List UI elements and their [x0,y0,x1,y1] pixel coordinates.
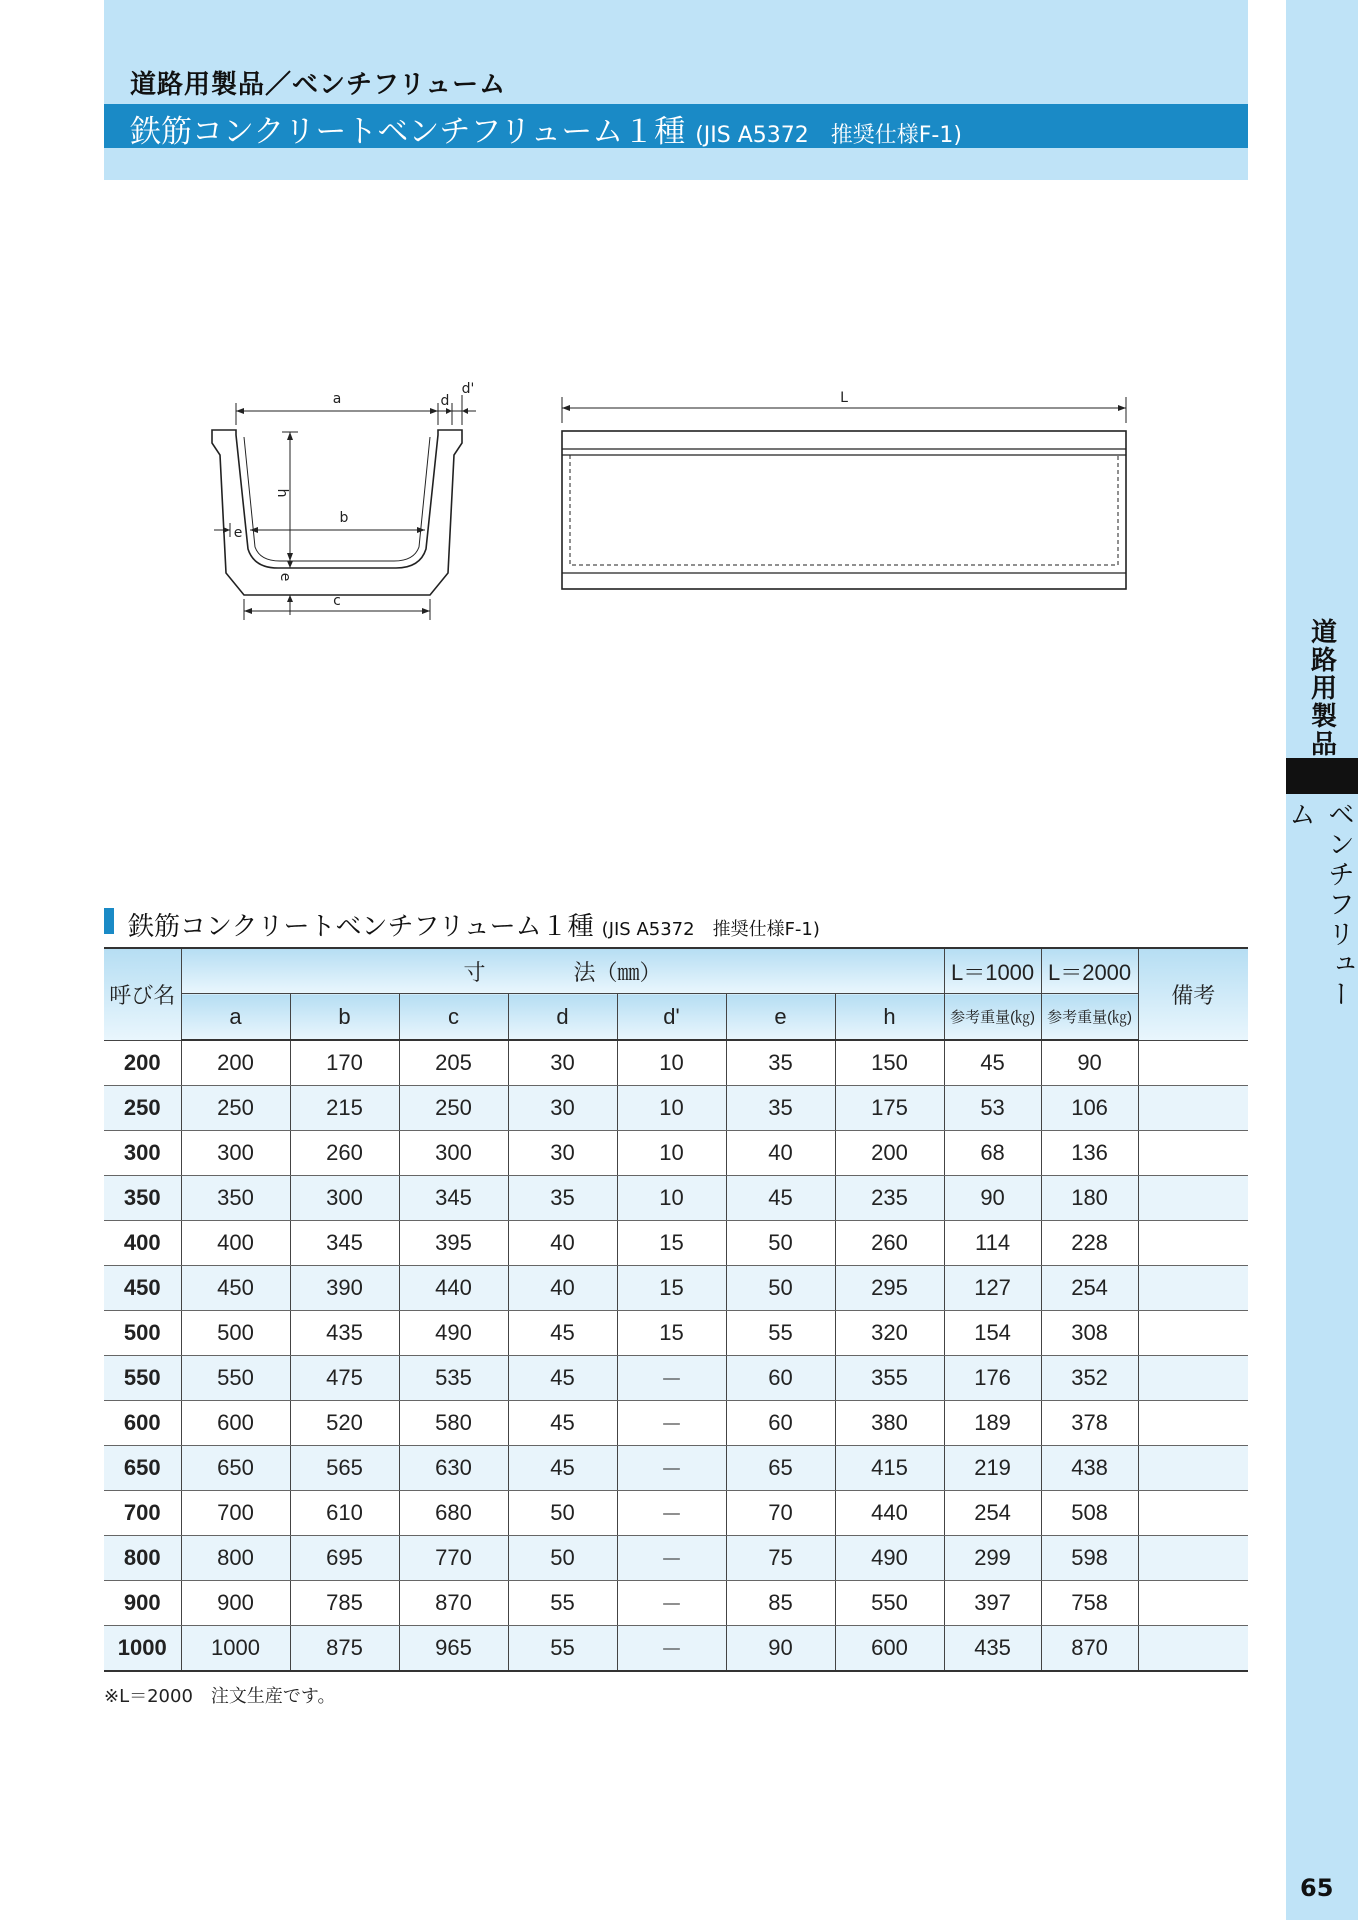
cell-nominal: 800 [104,1536,181,1581]
cell-a: 900 [181,1581,290,1626]
page-title-spec: (JIS A5372 推奨仕様F-1) [695,123,962,148]
cell-d: 40 [508,1266,617,1311]
cell-h: 600 [835,1626,944,1672]
table-heading-spec: (JIS A5372 推奨仕様F-1) [601,919,820,940]
cell-weight-l2000: 870 [1041,1626,1138,1672]
cell-b: 215 [290,1086,399,1131]
cell-c: 440 [399,1266,508,1311]
cell-c: 680 [399,1491,508,1536]
label-h: h [274,488,290,498]
cell-weight-l1000: 154 [944,1311,1041,1356]
cell-weight-l2000: 228 [1041,1221,1138,1266]
cell-d-prime: 15 [617,1266,726,1311]
cell-d: 30 [508,1086,617,1131]
cell-b: 785 [290,1581,399,1626]
cell-a: 600 [181,1401,290,1446]
cell-e: 90 [726,1626,835,1672]
cell-e: 60 [726,1356,835,1401]
cell-h: 175 [835,1086,944,1131]
cell-nominal: 900 [104,1581,181,1626]
cell-weight-l1000: 397 [944,1581,1041,1626]
cell-b: 695 [290,1536,399,1581]
table-row [104,1626,1248,1672]
cell-weight-l2000: 90 [1041,1040,1138,1086]
cell-nominal: 300 [104,1131,181,1176]
header-col-d-prime: d' [617,994,726,1041]
cell-c: 535 [399,1356,508,1401]
cell-weight-l2000: 438 [1041,1446,1138,1491]
cell-weight-l1000: 299 [944,1536,1041,1581]
table-row [104,1446,1248,1491]
cell-d-prime: 10 [617,1086,726,1131]
cell-a: 650 [181,1446,290,1491]
footnote: ※L＝2000 注文生産です。 [104,1686,336,1707]
cell-weight-l1000: 68 [944,1131,1041,1176]
page-title [130,106,962,151]
cell-c: 490 [399,1311,508,1356]
cell-h: 440 [835,1491,944,1536]
cell-remarks [1138,1626,1248,1672]
header-weight-l1000: 参考重量(㎏) [944,994,1041,1041]
table-row [104,1131,1248,1176]
header-col-d: d [508,994,617,1041]
cell-nominal: 700 [104,1491,181,1536]
cell-nominal: 1000 [104,1626,181,1672]
cell-d: 55 [508,1626,617,1672]
table-row [104,1356,1248,1401]
cell-remarks [1138,1221,1248,1266]
cell-d-prime: 15 [617,1311,726,1356]
cell-c: 870 [399,1581,508,1626]
cell-h: 490 [835,1536,944,1581]
cell-e: 65 [726,1446,835,1491]
cell-e: 45 [726,1176,835,1221]
header-nominal: 呼び名 [104,948,181,1040]
label-e-bottom: e [277,572,293,582]
cell-h: 260 [835,1221,944,1266]
table-row [104,1581,1248,1626]
cell-d: 45 [508,1446,617,1491]
cell-weight-l1000: 53 [944,1086,1041,1131]
cell-d: 50 [508,1536,617,1581]
cell-nominal: 500 [104,1311,181,1356]
cell-b: 345 [290,1221,399,1266]
cell-b: 875 [290,1626,399,1672]
cell-remarks [1138,1356,1248,1401]
cell-a: 1000 [181,1626,290,1672]
label-b: b [339,510,349,526]
cell-d-prime: 15 [617,1221,726,1266]
cell-a: 200 [181,1040,290,1086]
side-index-marker [1286,758,1358,794]
cell-c: 205 [399,1040,508,1086]
cell-a: 300 [181,1131,290,1176]
cell-remarks [1138,1446,1248,1491]
cell-weight-l2000: 254 [1041,1266,1138,1311]
side-view-hidden-line [570,455,1118,565]
cell-e: 50 [726,1266,835,1311]
cell-b: 565 [290,1446,399,1491]
cell-nominal: 250 [104,1086,181,1131]
table-heading-marker [104,908,114,934]
table-row [104,1401,1248,1446]
header-l2000: L＝2000 [1041,948,1138,994]
cell-nominal: 600 [104,1401,181,1446]
header-weight-l2000: 参考重量(㎏) [1041,994,1138,1041]
cell-e: 55 [726,1311,835,1356]
cell-remarks [1138,1266,1248,1311]
cell-e: 60 [726,1401,835,1446]
table-body [104,1040,1248,1671]
cell-c: 580 [399,1401,508,1446]
cell-weight-l1000: 219 [944,1446,1041,1491]
cell-remarks [1138,1131,1248,1176]
category-breadcrumb: 道路用製品／ベンチフリューム [130,70,507,100]
cell-h: 150 [835,1040,944,1086]
cell-d: 35 [508,1176,617,1221]
cell-c: 395 [399,1221,508,1266]
cell-e: 40 [726,1131,835,1176]
cell-d-prime: － [617,1401,726,1446]
table-row [104,1086,1248,1131]
cell-d-prime: － [617,1626,726,1672]
cell-nominal: 450 [104,1266,181,1311]
cell-weight-l1000: 90 [944,1176,1041,1221]
cell-weight-l1000: 127 [944,1266,1041,1311]
cell-d-prime: － [617,1581,726,1626]
cell-e: 35 [726,1040,835,1086]
cell-d-prime: － [617,1446,726,1491]
cell-c: 965 [399,1626,508,1672]
cell-b: 520 [290,1401,399,1446]
cell-d-prime: － [617,1491,726,1536]
page-number: 65 [1300,1874,1334,1902]
cell-d-prime: 10 [617,1040,726,1086]
cell-nominal: 350 [104,1176,181,1221]
side-index-product: ベンチフリューム [1284,800,1354,1010]
cell-remarks [1138,1176,1248,1221]
cell-weight-l1000: 45 [944,1040,1041,1086]
cell-d: 45 [508,1401,617,1446]
cell-weight-l2000: 598 [1041,1536,1138,1581]
cell-h: 550 [835,1581,944,1626]
cell-d: 50 [508,1491,617,1536]
header-remarks: 備考 [1138,948,1248,1040]
cell-weight-l1000: 435 [944,1626,1041,1672]
cell-c: 300 [399,1131,508,1176]
table-heading-text [128,906,820,943]
cell-c: 345 [399,1176,508,1221]
cell-a: 250 [181,1086,290,1131]
table-row [104,1221,1248,1266]
cell-c: 630 [399,1446,508,1491]
page-title-text: 鉄筋コンクリートベンチフリューム１種 [130,114,686,150]
cell-weight-l1000: 189 [944,1401,1041,1446]
cell-h: 355 [835,1356,944,1401]
cell-a: 450 [181,1266,290,1311]
title-bar [104,104,1248,148]
cell-h: 295 [835,1266,944,1311]
cell-a: 700 [181,1491,290,1536]
cell-remarks [1138,1311,1248,1356]
header-dimensions: 寸 法（㎜） [181,948,944,994]
cell-b: 170 [290,1040,399,1086]
cell-d-prime: 10 [617,1176,726,1221]
cell-d: 30 [508,1040,617,1086]
cell-weight-l2000: 308 [1041,1311,1138,1356]
technical-drawing [200,375,1200,625]
cell-a: 800 [181,1536,290,1581]
cell-weight-l2000: 180 [1041,1176,1138,1221]
cell-h: 320 [835,1311,944,1356]
cell-b: 260 [290,1131,399,1176]
cell-remarks [1138,1040,1248,1086]
cell-a: 550 [181,1356,290,1401]
cell-weight-l1000: 176 [944,1356,1041,1401]
cell-a: 350 [181,1176,290,1221]
table-row [104,1311,1248,1356]
label-d-prime: d' [461,381,475,397]
cell-d: 45 [508,1356,617,1401]
cross-section-inner [244,437,430,561]
cell-remarks [1138,1581,1248,1626]
cell-b: 300 [290,1176,399,1221]
cell-b: 390 [290,1266,399,1311]
cell-d: 40 [508,1221,617,1266]
header-col-a: a [181,994,290,1041]
side-index-strip [1286,0,1358,1920]
cell-remarks [1138,1536,1248,1581]
cell-nominal: 200 [104,1040,181,1086]
table-row [104,1040,1248,1086]
cell-c: 250 [399,1086,508,1131]
table-row [104,1491,1248,1536]
cell-d-prime: 10 [617,1131,726,1176]
cell-d: 55 [508,1581,617,1626]
cell-e: 75 [726,1536,835,1581]
cell-e: 85 [726,1581,835,1626]
header-col-c: c [399,994,508,1041]
cell-weight-l2000: 378 [1041,1401,1138,1446]
table-row [104,1536,1248,1581]
cell-nominal: 650 [104,1446,181,1491]
cell-d: 45 [508,1311,617,1356]
cell-d-prime: － [617,1356,726,1401]
cell-b: 435 [290,1311,399,1356]
cell-a: 500 [181,1311,290,1356]
table-row [104,1266,1248,1311]
header-col-h: h [835,994,944,1041]
cell-b: 610 [290,1491,399,1536]
cell-remarks [1138,1491,1248,1536]
cell-e: 70 [726,1491,835,1536]
cell-weight-l1000: 254 [944,1491,1041,1536]
cell-h: 380 [835,1401,944,1446]
header-col-b: b [290,994,399,1041]
cell-e: 50 [726,1221,835,1266]
cell-d-prime: － [617,1536,726,1581]
spec-table [104,947,1248,1672]
cell-remarks [1138,1401,1248,1446]
cell-d: 30 [508,1131,617,1176]
table-heading-title: 鉄筋コンクリートベンチフリューム１種 [128,912,594,942]
cell-weight-l2000: 508 [1041,1491,1138,1536]
cell-h: 235 [835,1176,944,1221]
cell-b: 475 [290,1356,399,1401]
cross-section-outline [212,430,462,595]
cell-weight-l2000: 758 [1041,1581,1138,1626]
cell-e: 35 [726,1086,835,1131]
cell-h: 415 [835,1446,944,1491]
cell-c: 770 [399,1536,508,1581]
cell-nominal: 400 [104,1221,181,1266]
label-d: d [440,393,450,409]
cell-weight-l2000: 106 [1041,1086,1138,1131]
side-index-category: 道路用製品 [1306,618,1337,758]
label-a: a [332,391,342,407]
header-l1000: L＝1000 [944,948,1041,994]
cell-weight-l2000: 352 [1041,1356,1138,1401]
label-L: L [840,390,848,406]
cell-weight-l2000: 136 [1041,1131,1138,1176]
label-c: c [333,593,341,609]
cell-remarks [1138,1086,1248,1131]
label-e-side: e [233,525,243,541]
cell-nominal: 550 [104,1356,181,1401]
table-row [104,1176,1248,1221]
cell-weight-l1000: 114 [944,1221,1041,1266]
cell-h: 200 [835,1131,944,1176]
cell-a: 400 [181,1221,290,1266]
header-col-e: e [726,994,835,1041]
